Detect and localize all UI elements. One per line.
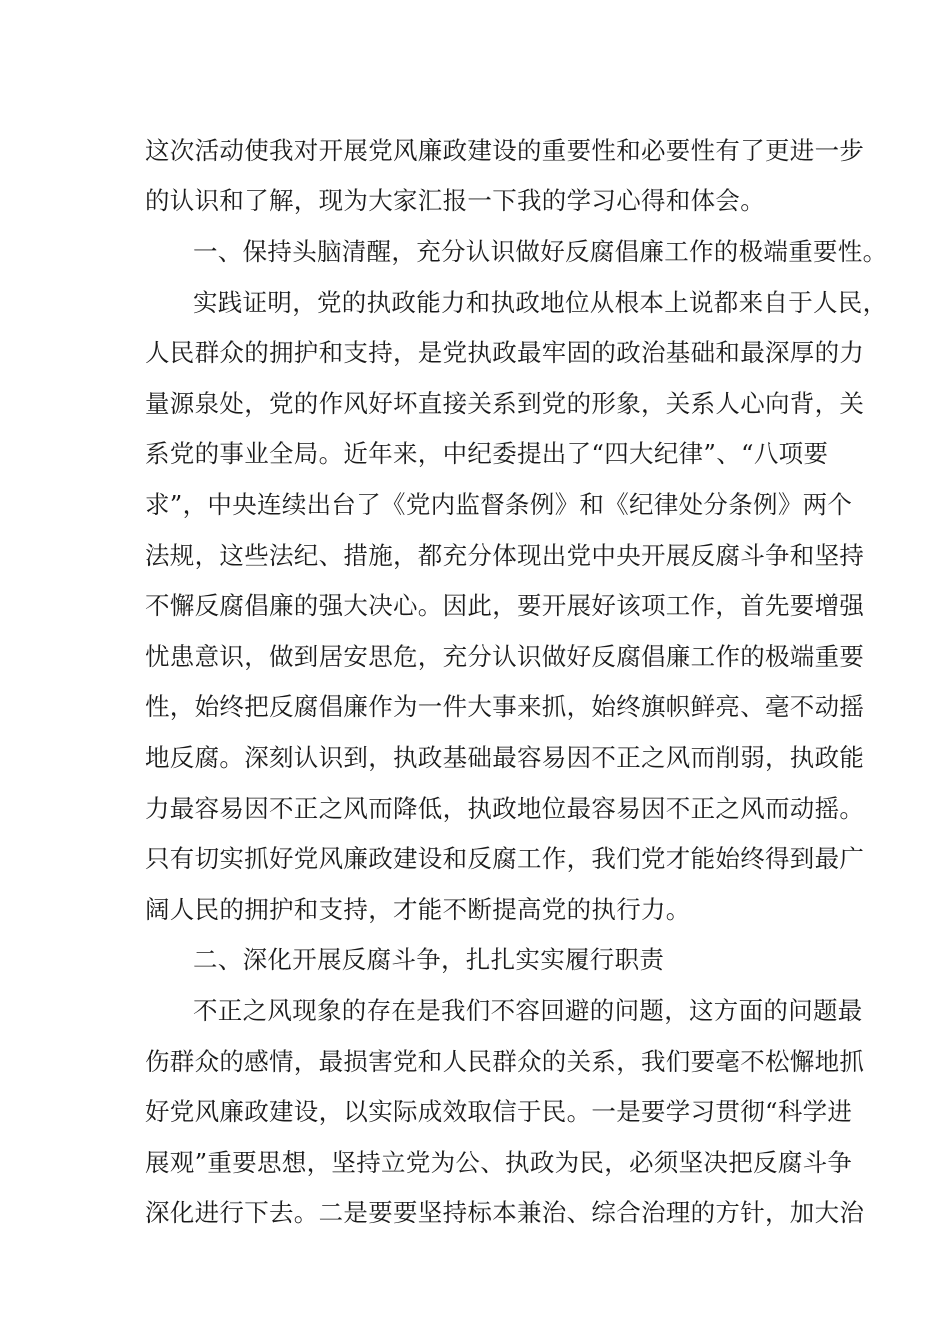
text-line: 的认识和了解，现为大家汇报一下我的学习心得和体会。: [145, 186, 765, 215]
text-line: 伤群众的感情，最损害党和人民群众的关系，我们要毫不松懈地抓: [145, 1047, 865, 1076]
text-line: 只有切实抓好党风廉政建设和反腐工作，我们党才能始终得到最广: [145, 844, 865, 873]
text-line: 地反腐。深刻认识到，执政基础最容易因不正之风而削弱，执政能: [145, 743, 865, 772]
text-line: 阔人民的拥护和支持，才能不断提高党的执行力。: [145, 895, 691, 924]
text-line: 这次活动使我对开展党风廉政建设的重要性和必要性有了更进一步: [145, 136, 865, 165]
section-heading: 一、保持头脑清醒，充分认识做好反腐倡廉工作的极端重要性。: [193, 237, 888, 266]
text-line: 深化进行下去。二是要要坚持标本兼治、综合治理的方针，加大治: [145, 1198, 865, 1227]
text-line: 不懈反腐倡廉的强大决心。因此，要开展好该项工作，首先要增强: [145, 591, 865, 620]
text-line: 法规，这些法纪、措施，都充分体现出党中央开展反腐斗争和坚持: [145, 541, 865, 570]
text-line: 实践证明，党的执政能力和执政地位从根本上说都来自于人民，: [193, 288, 888, 317]
text-line: 展观”重要思想，坚持立党为公、执政为民，必须坚决把反腐斗争: [145, 1148, 853, 1177]
text-line: 力最容易因不正之风而降低，执政地位最容易因不正之风而动摇。: [145, 794, 865, 823]
text-line: 系党的事业全局。近年来，中纪委提出了“四大纪律”、“八项要: [145, 439, 829, 468]
text-line: 好党风廉政建设，以实际成效取信于民。一是要学习贯彻“科学进: [145, 1097, 853, 1126]
text-line: 忧患意识，做到居安思危，充分认识做好反腐倡廉工作的极端重要: [145, 642, 865, 671]
text-line: 求”，中央连续出台了《党内监督条例》和《纪律处分条例》两个: [145, 490, 853, 519]
text-line: 人民群众的拥护和支持，是党执政最牢固的政治基础和最深厚的力: [145, 338, 865, 367]
text-line: 性，始终把反腐倡廉作为一件大事来抓，始终旗帜鲜亮、毫不动摇: [145, 692, 865, 721]
text-line: 量源泉处，党的作风好坏直接关系到党的形象，关系人心向背，关: [145, 389, 865, 418]
text-line: 不正之风现象的存在是我们不容回避的问题，这方面的问题最: [193, 996, 863, 1025]
section-heading: 二、深化开展反腐斗争，扎扎实实履行职责: [193, 945, 665, 974]
